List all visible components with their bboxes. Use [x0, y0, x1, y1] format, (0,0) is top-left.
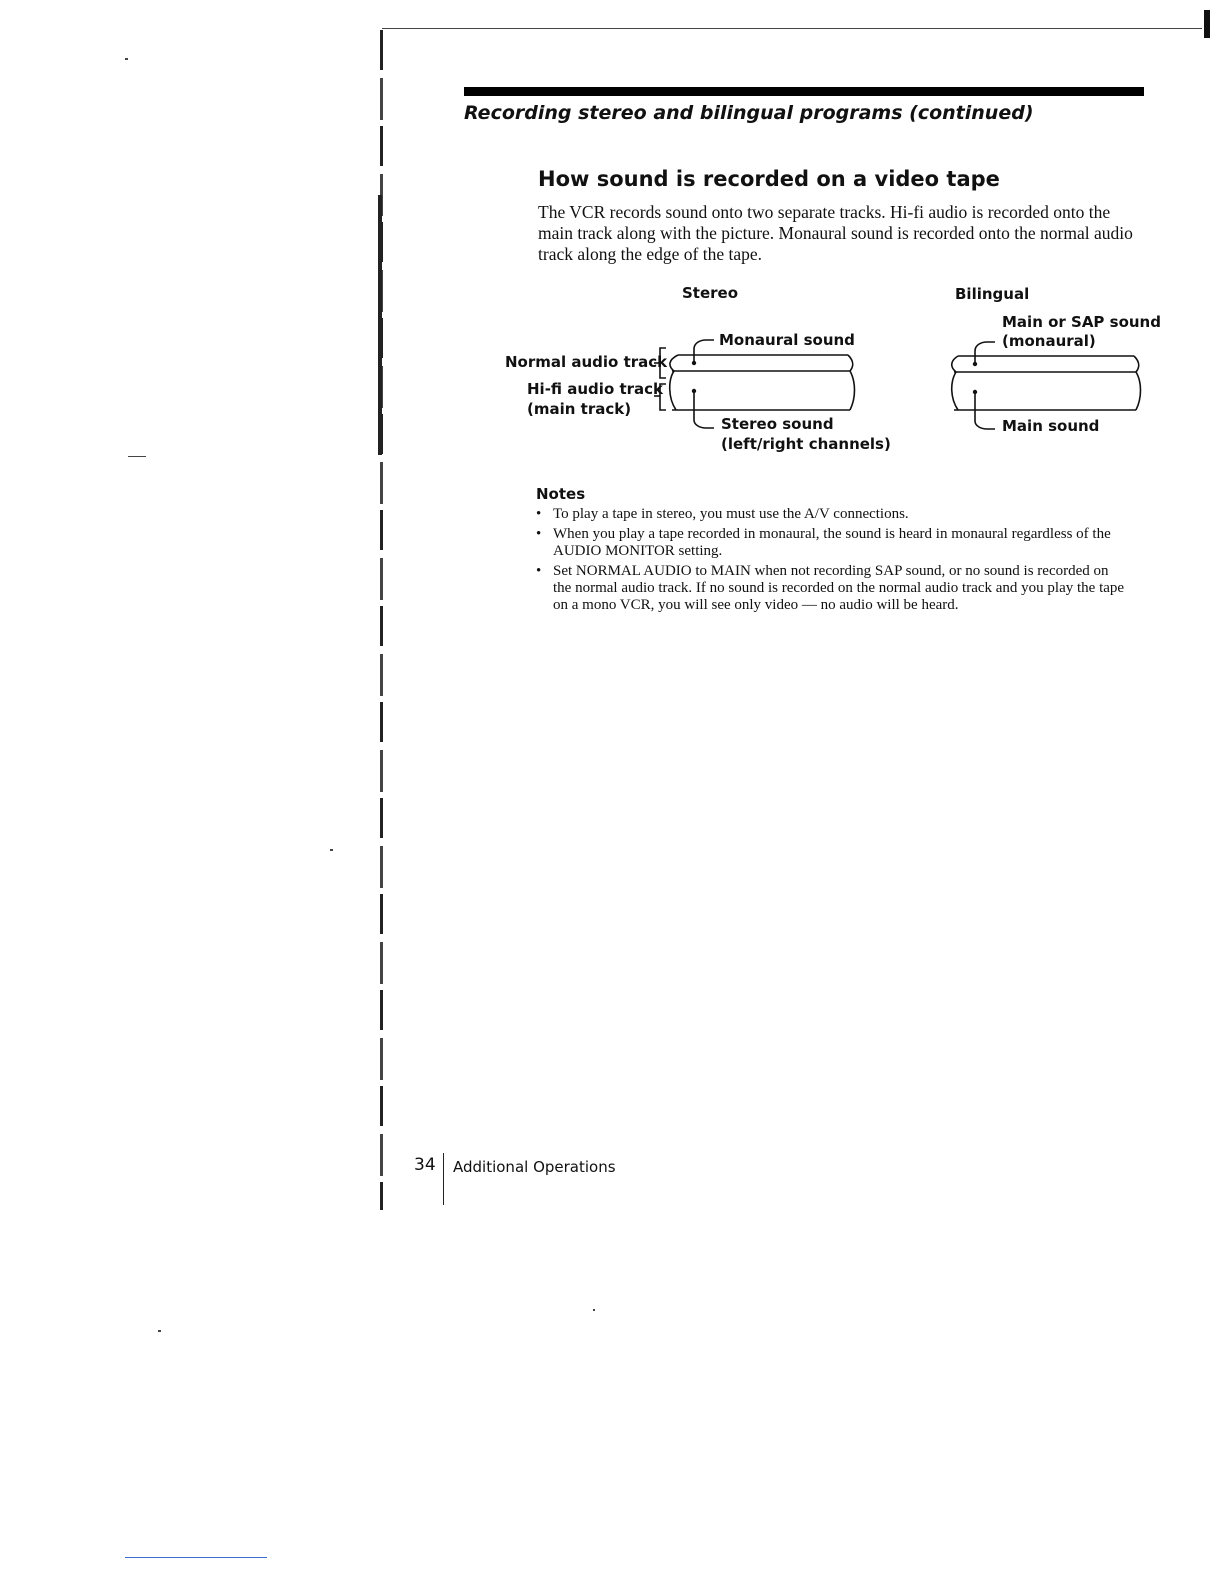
main-track-label: (main track) — [527, 400, 632, 418]
bottom-rule — [125, 1557, 267, 1558]
notes-list — [536, 506, 1126, 617]
scan-speck — [158, 1330, 161, 1332]
monaural-sound-label: Monaural sound — [719, 331, 855, 349]
stereo-sound-label: Stereo sound — [721, 415, 834, 433]
list-item — [536, 526, 1126, 560]
note-text: Set NORMAL AUDIO to MAIN when not recording SAP sound, or no sound is recorded on the normal audio track. If no sound is recorded on the normal audio track and you play the tape on a mono VCR, you will see only video — no audio will be heard. — [553, 563, 1125, 613]
main-or-sap-sound-label: Main or SAP sound — [1002, 313, 1161, 331]
scan-speck — [128, 456, 146, 457]
note-text: To play a tape in stereo, you must use the A/V connections. — [553, 506, 909, 522]
main-sound-label: Main sound — [1002, 417, 1100, 435]
subsection-title: How sound is recorded on a video tape — [538, 167, 1000, 191]
list-item — [536, 506, 1126, 523]
footer-section-name: Additional Operations — [453, 1158, 616, 1176]
tape-track-diagram — [0, 0, 1224, 520]
footer-divider — [443, 1153, 444, 1205]
monaural-label: (monaural) — [1002, 332, 1096, 350]
left-right-channels-label: (left/right channels) — [721, 435, 891, 453]
section-title: Recording stereo and bilingual programs (continued) — [464, 102, 1034, 124]
bilingual-title: Bilingual — [955, 285, 1030, 303]
scan-speck — [593, 1309, 595, 1311]
scan-speck — [125, 58, 128, 60]
bullet-icon: • — [536, 563, 542, 579]
notes-title: Notes — [536, 485, 586, 503]
bullet-icon: • — [536, 526, 542, 542]
list-item — [536, 563, 1126, 614]
hifi-audio-track-label: Hi-fi audio track — [527, 380, 664, 398]
note-text: When you play a tape recorded in monaural, the sound is heard in monaural regardless of the AUDIO MONITOR setting. — [553, 526, 1111, 559]
page-number: 34 — [414, 1155, 436, 1175]
scan-speck — [330, 849, 333, 851]
bilingual-tape-drawing — [952, 342, 1141, 429]
stereo-title: Stereo — [682, 284, 739, 302]
bullet-icon: • — [536, 506, 542, 522]
normal-audio-track-label: Normal audio track — [505, 353, 668, 371]
intro-paragraph: The VCR records sound onto two separate tracks. Hi-fi audio is recorded onto the main track along with the picture. Monaural sound is recorded onto the normal audio track along the edge of the tape. — [538, 202, 1133, 264]
